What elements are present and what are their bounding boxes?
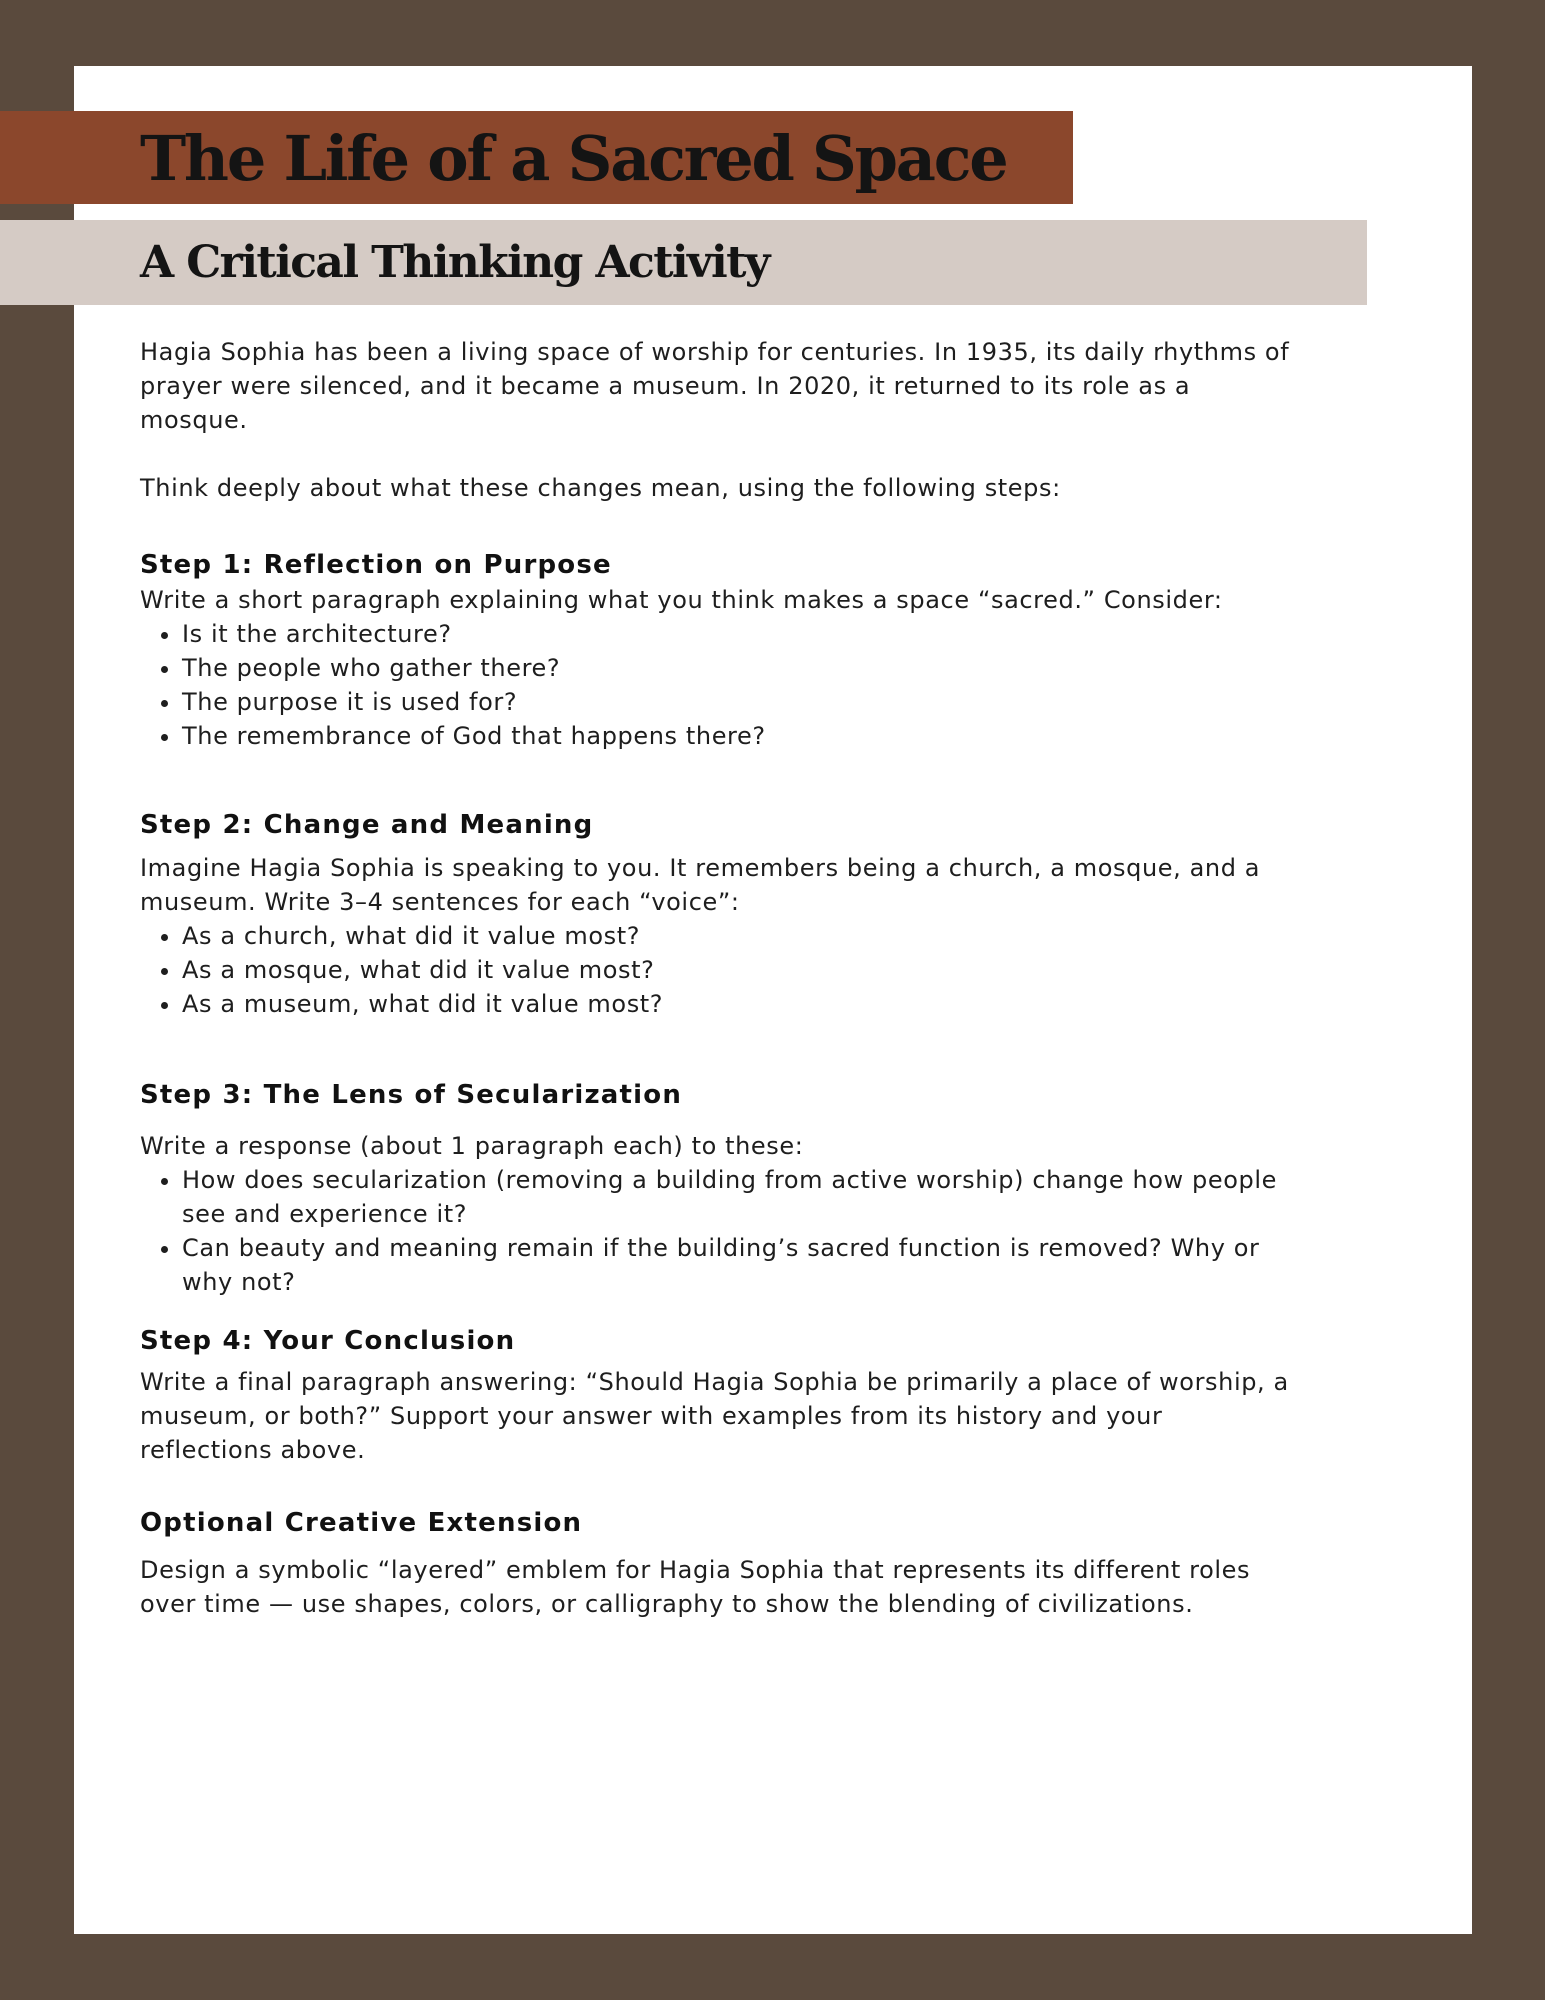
step-3-list bbox=[140, 1163, 1300, 1299]
page-subtitle: A Critical Thinking Activity bbox=[140, 237, 769, 288]
list-item: • The people who gather there? bbox=[182, 651, 1300, 685]
list-item: • As a museum, what did it value most? bbox=[182, 987, 1300, 1021]
activity-content bbox=[140, 335, 1300, 1621]
intro-instruction: Think deeply about what these changes mean, using the following steps: bbox=[140, 474, 1061, 502]
list-item: • Is it the architecture? bbox=[182, 617, 1300, 651]
step-2-text: Imagine Hagia Sophia is speaking to you. It remembers being a church, a mosque, and a museum. Write 3–4 sentences for each “voice”: bbox=[140, 854, 1261, 916]
list-item: • How does secularization (removing a building from active worship) change how people see and experience it? bbox=[182, 1163, 1300, 1231]
list-item: • The purpose it is used for? bbox=[182, 685, 1300, 719]
intro-paragraph: Hagia Sophia has been a living space of worship for centuries. In 1935, its daily rhythms of prayer were silenced, and it became a museum. In 2020, it returned to its role as a mosque. bbox=[140, 338, 1290, 434]
list-item: • As a church, what did it value most? bbox=[182, 919, 1300, 953]
optional-extension-heading: Optional Creative Extension bbox=[140, 1508, 583, 1538]
list-item: • Can beauty and meaning remain if the building’s sacred function is removed? Why or why not? bbox=[182, 1231, 1300, 1299]
list-item: • As a mosque, what did it value most? bbox=[182, 953, 1300, 987]
optional-extension-text: Design a symbolic “layered” emblem for Hagia Sophia that represents its different roles over time — use shapes, colors, or calligraphy to show the blending of civilizations. bbox=[140, 1556, 1251, 1618]
step-3-text: Write a response (about 1 paragraph each) to these: bbox=[140, 1132, 804, 1160]
list-item: • The remembrance of God that happens there? bbox=[182, 719, 1300, 753]
step-3-heading: Step 3: The Lens of Secularization bbox=[140, 1080, 683, 1110]
step-1-heading: Step 1: Reflection on Purpose bbox=[140, 550, 612, 580]
step-4-heading: Step 4: Your Conclusion bbox=[140, 1326, 516, 1356]
step-1-list bbox=[140, 617, 1300, 753]
step-2-heading: Step 2: Change and Meaning bbox=[140, 810, 594, 840]
step-2-list bbox=[140, 919, 1300, 1021]
step-1-text: Write a short paragraph explaining what you think makes a space “sacred.” Consider: bbox=[140, 586, 1223, 614]
page-title: The Life of a Sacred Space bbox=[140, 122, 1007, 195]
step-4-text: Write a final paragraph answering: “Should Hagia Sophia be primarily a place of worship, a museum, or both?” Support your answer with examples from its history and your reflections above. bbox=[140, 1368, 1289, 1464]
